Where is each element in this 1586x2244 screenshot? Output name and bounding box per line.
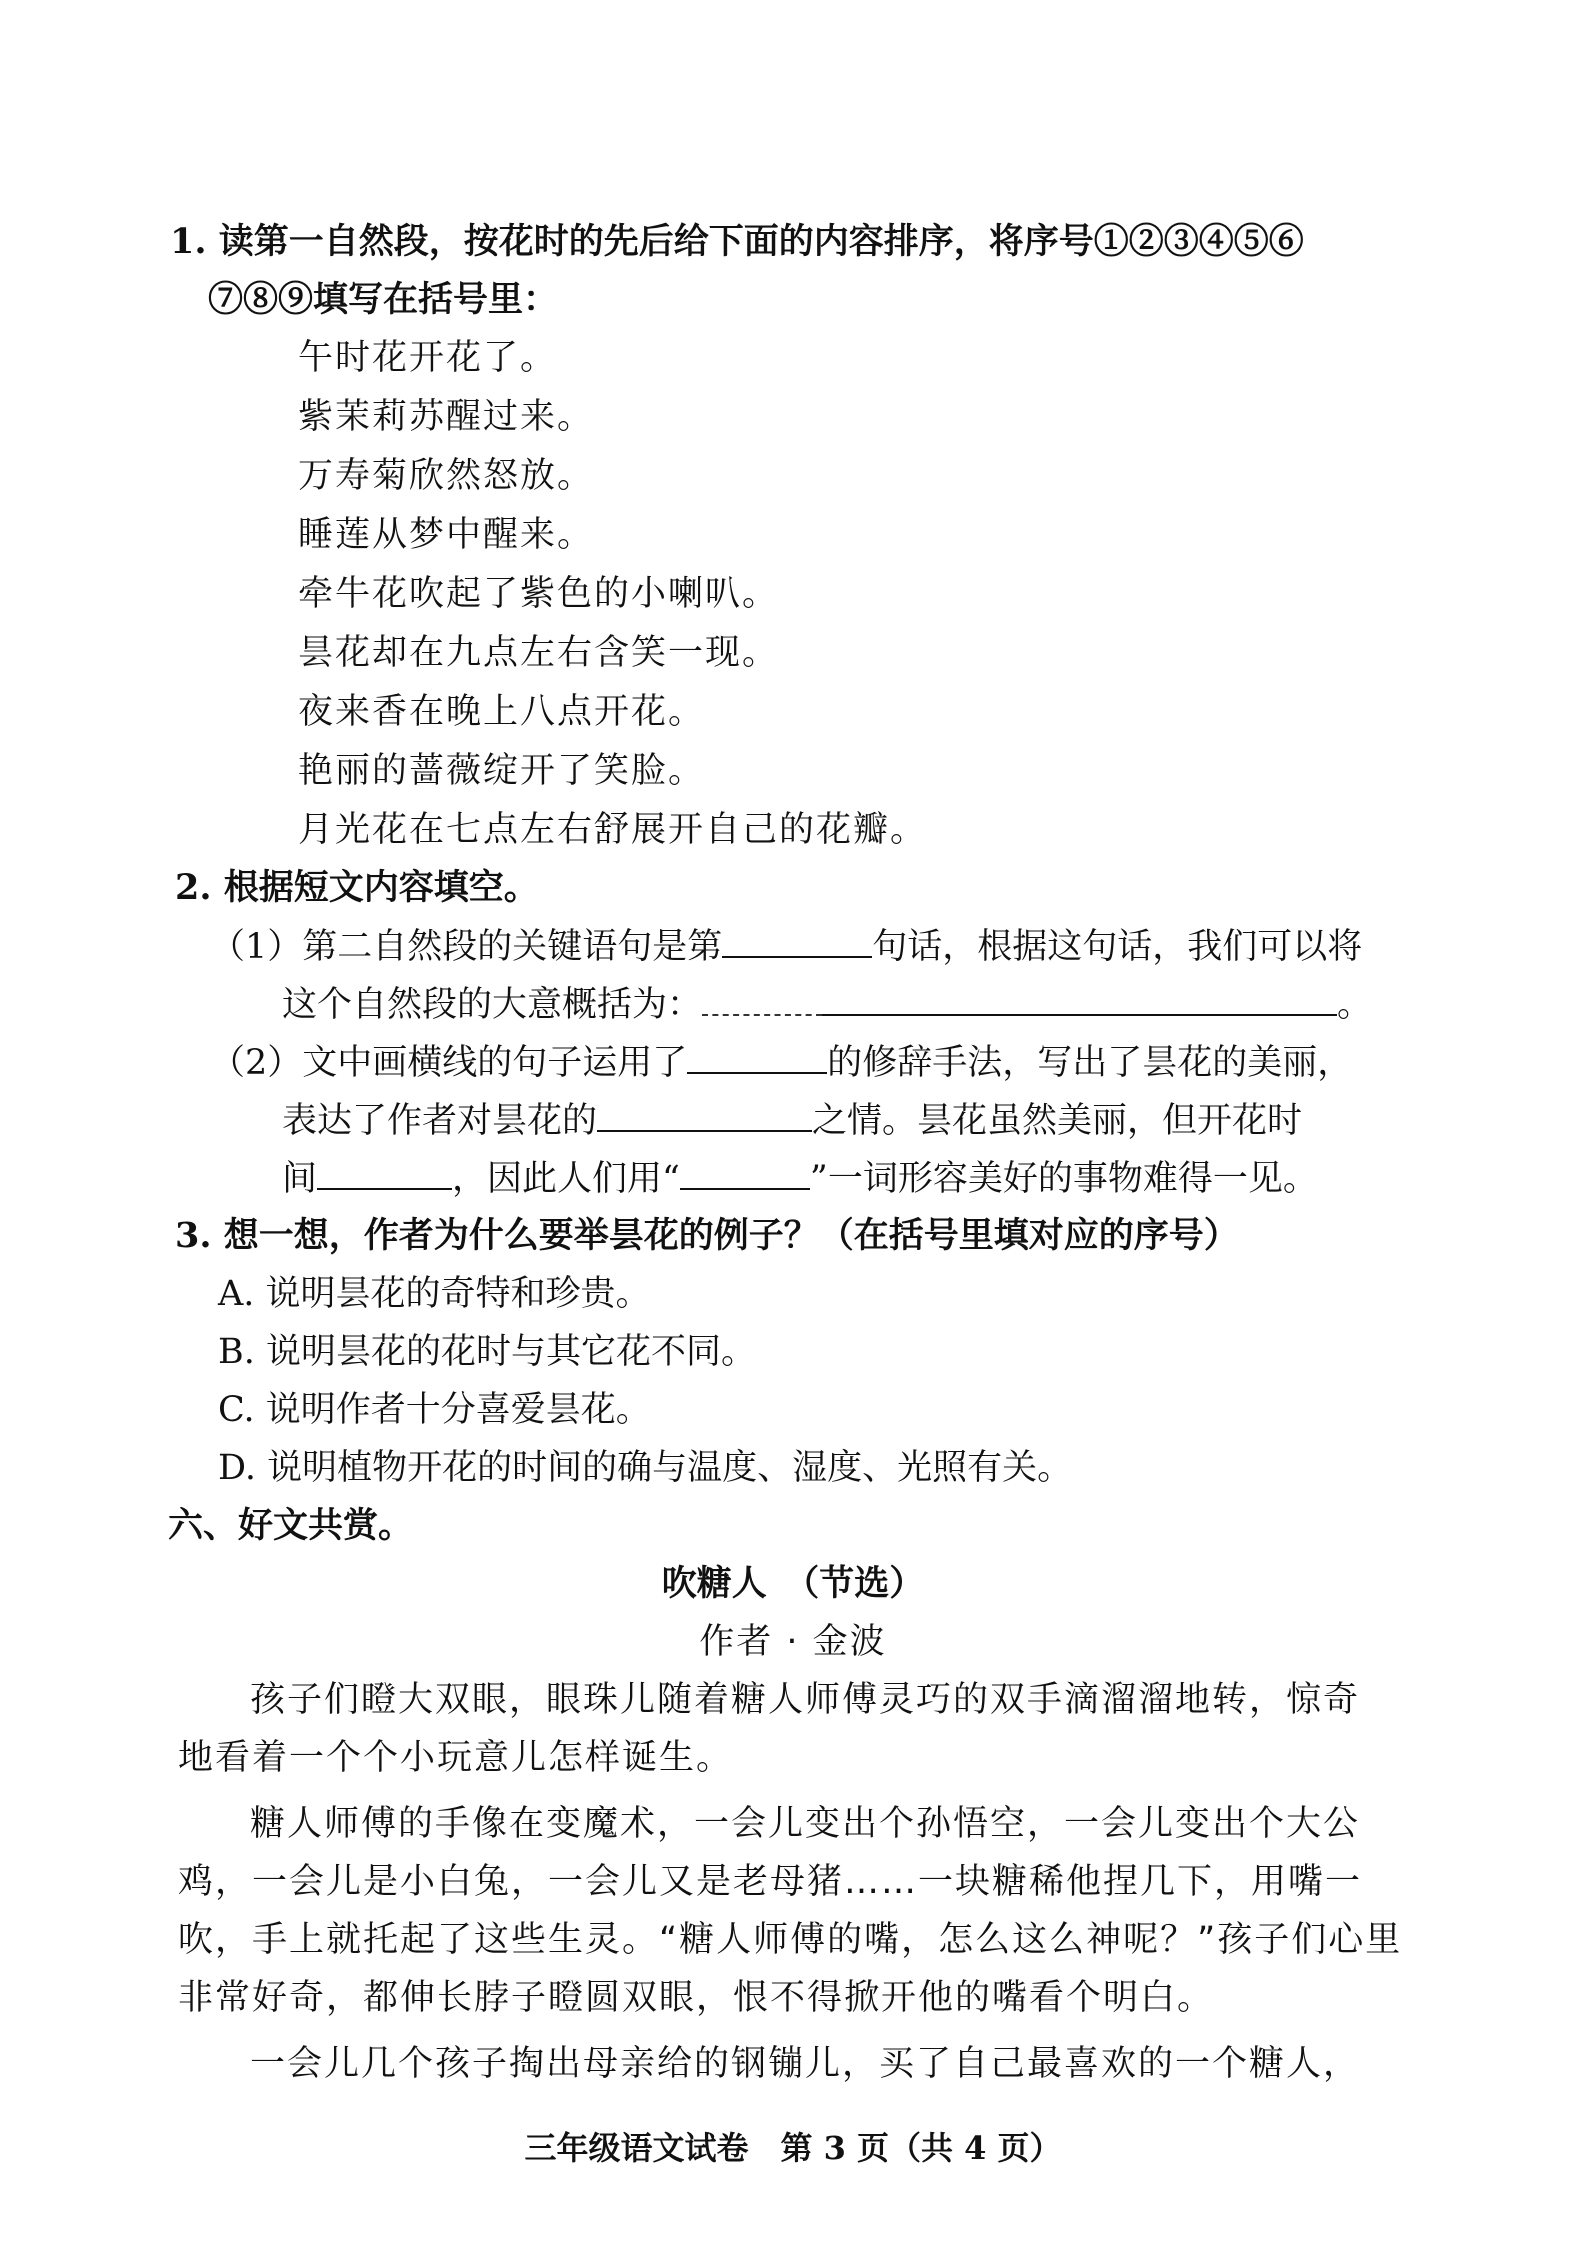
article-para2-line1: 糖人师傅的手像在变魔术，一会儿变出个孙悟空，一会儿变出个大公	[250, 1804, 1361, 1844]
q2-p1-blank-summary[interactable]	[822, 980, 1337, 1016]
q2-title: 2. 根据短文内容填空。	[175, 867, 539, 908]
q1-item-1: 午时花开花了。	[298, 338, 558, 378]
article-para1-line1: 孩子们瞪大双眼，眼珠儿随着糖人师傅灵巧的双手滴溜溜地转，惊奇	[250, 1680, 1361, 1720]
article-para2-line2: 鸡，一会儿是小白兔，一会儿又是老母猪……一块糖稀他捏几下，用嘴一	[178, 1862, 1363, 1902]
q2-p2-text-a: （2）文中画横线的句子运用了	[210, 1043, 688, 1083]
q1-item-9: 月光花在七点左右舒展开自己的花瓣。	[298, 810, 928, 850]
q2-part2-line2	[282, 1096, 1302, 1145]
q2-p1-dash-lead	[702, 980, 822, 1016]
article-author: 作者 · 金波	[699, 1622, 887, 1662]
article-para2-line4: 非常好奇，都伸长脖子瞪圆双眼，恨不得掀开他的嘴看个明白。	[178, 1978, 1215, 2018]
q1-prompt-line2: ⑦⑧⑨填写在括号里：	[208, 279, 559, 320]
q2-p1-text-b: 句话，根据这句话，我们可以将	[872, 927, 1363, 967]
q2-part2-line1	[210, 1038, 1352, 1087]
q2-p2-blank-rhetoric[interactable]	[687, 1038, 827, 1074]
q2-p1-text-a: （1）第二自然段的关键语句是第	[210, 927, 723, 967]
article-para2-line3: 吹，手上就托起了这些生灵。“糖人师傅的嘴，怎么这么神呢？”孩子们心里	[178, 1920, 1403, 1960]
q1-item-6: 昙花却在九点左右含笑一现。	[298, 633, 780, 673]
q3-title: 3. 想一想，作者为什么要举昙花的例子？（在括号里填对应的序号）	[175, 1215, 1239, 1256]
q2-p2-text-d: 之情。昙花虽然美丽，但开花时	[812, 1101, 1303, 1141]
q1-item-4: 睡莲从梦中醒来。	[298, 515, 595, 555]
q2-part1-line1	[210, 922, 1362, 971]
q2-p2-text-g: ”一词形容美好的事物难得一见。	[809, 1159, 1318, 1199]
section6-heading: 六、好文共赏。	[168, 1505, 414, 1546]
q2-p2-blank-idiom[interactable]	[680, 1154, 810, 1190]
q1-item-7: 夜来香在晚上八点开花。	[298, 692, 706, 732]
q3-option-b: B. 说明昙花的花时与其它花不同。	[218, 1332, 756, 1372]
q2-p2-text-e: 间	[282, 1159, 318, 1199]
q2-part2-line3	[282, 1154, 1318, 1203]
q2-p1-blank-sentence[interactable]	[722, 922, 872, 958]
article-title: 吹糖人 （节选）	[661, 1563, 925, 1604]
q1-item-8: 艳丽的蔷薇绽开了笑脸。	[298, 751, 706, 791]
q3-option-c: C. 说明作者十分喜爱昙花。	[218, 1390, 651, 1430]
article-para3-line1: 一会儿几个孩子掏出母亲给的钢镚儿，买了自己最喜欢的一个糖人，	[250, 2044, 1361, 2084]
q2-p2-blank-time[interactable]	[317, 1154, 452, 1190]
q2-p1-text-c: 这个自然段的大意概括为：	[282, 985, 703, 1025]
q1-item-3: 万寿菊欣然怒放。	[298, 456, 595, 496]
q1-prompt-line1: 1. 读第一自然段，按花时的先后给下面的内容排序，将序号①②③④⑤⑥	[170, 221, 1304, 262]
page-footer: 三年级语文试卷 第 3 页（共 4 页）	[524, 2129, 1062, 2167]
q3-option-d: D. 说明植物开花的时间的确与温度、湿度、光照有关。	[218, 1448, 1073, 1488]
q2-p2-text-c: 表达了作者对昙花的	[282, 1101, 598, 1141]
q1-item-2: 紫茉莉苏醒过来。	[298, 397, 595, 437]
q2-part1-line2	[282, 980, 1372, 1029]
q2-p2-blank-feeling[interactable]	[597, 1096, 812, 1132]
q2-p1-end: 。	[1337, 985, 1373, 1025]
q2-p2-text-f: ，因此人们用“	[452, 1159, 680, 1199]
q3-option-a: A. 说明昙花的奇特和珍贵。	[218, 1274, 651, 1314]
q1-item-5: 牵牛花吹起了紫色的小喇叭。	[298, 574, 780, 614]
article-para1-line2: 地看着一个个小玩意儿怎样诞生。	[178, 1738, 734, 1778]
q2-p2-text-b: 的修辞手法，写出了昙花的美丽，	[827, 1043, 1353, 1083]
